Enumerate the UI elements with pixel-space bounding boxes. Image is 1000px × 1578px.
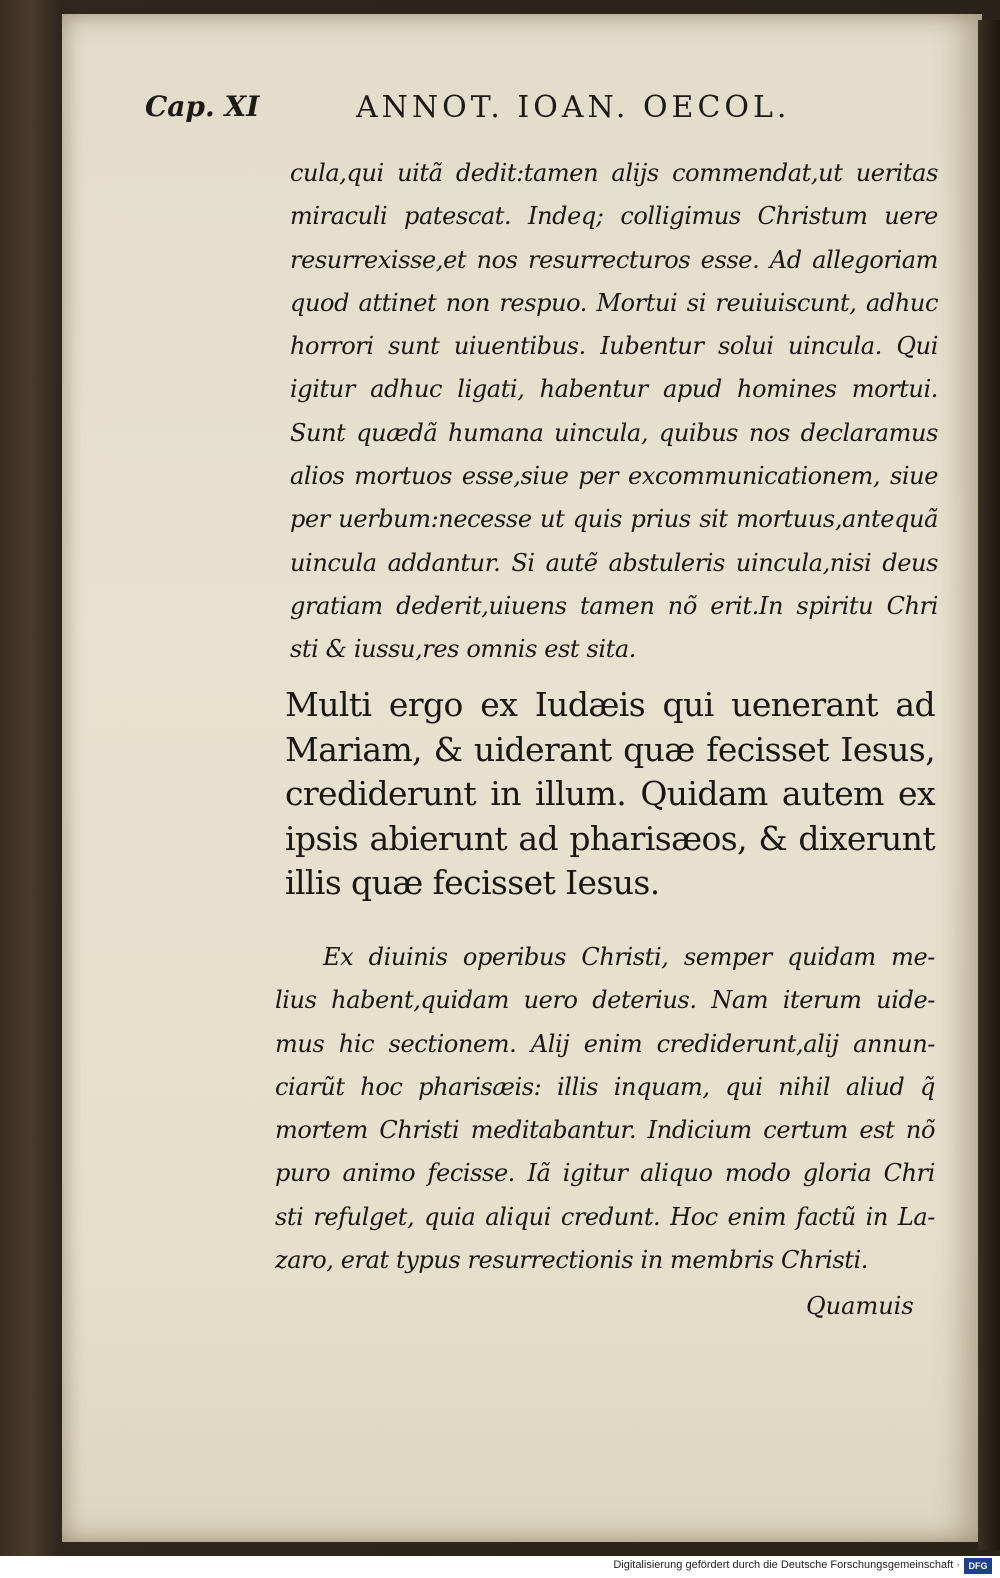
catchword: Quamuis	[806, 1292, 914, 1320]
running-title: ANNOT. IOAN. OECOL.	[356, 90, 791, 125]
text-line: cula,qui uitã dedit:tamen alijs commendat,ut ueritas	[290, 159, 938, 187]
text-line: horrori sunt uiuentibus. Iubentur solui uincula. Qui	[290, 332, 938, 361]
scripture-line: Multi ergo ex Iudæis qui uenerant ad	[285, 685, 935, 724]
text-line: gratiam dederit,uiuens tamen nõ erit.In spiritu Chri	[290, 591, 938, 620]
text-line: puro animo fecisse. Iã igitur aliquo modo gloria Chri	[275, 1159, 935, 1188]
commentary-block-1	[290, 152, 938, 672]
dfg-logo: DFG	[964, 1558, 992, 1574]
text-line: quod attinet non respuo. Mortui si reuiuiscunt, adhuc	[290, 288, 938, 317]
text-line: miraculi patescat. Indeq; colligimus Christum uere	[290, 202, 938, 231]
text-line: lius habent,quidam uero deterius. Nam iterum uide-	[275, 986, 935, 1015]
scripture-line: ipsis abierunt ad pharisæos, & dixerunt	[285, 818, 935, 858]
text-line: ciarũt hoc pharisæis: illis inquam, qui nihil aliud q̃	[275, 1072, 935, 1101]
scripture-line: illis quæ fecisset Iesus.	[285, 863, 660, 902]
text-line: Sunt quædã humana uincula, quibus nos declaramus	[290, 418, 938, 447]
text-line: zaro, erat typus resurrectionis in membris Christi.	[275, 1246, 869, 1275]
text-line: per uerbum:necesse ut quis prius sit mortuus,antequã	[290, 505, 938, 534]
text-line: mortem Christi meditabantur. Indicium certum est nõ	[275, 1116, 935, 1145]
text-line: alios mortuos esse,siue per excommunicationem, siue	[290, 462, 938, 491]
text-line: mus hic sectionem. Alij enim crediderunt,alij annun-	[275, 1029, 935, 1058]
book-edge	[978, 20, 1000, 1550]
funding-credit: Digitalisierung gefördert durch die Deutsche Forschungsgemeinschaft ·	[613, 1559, 960, 1571]
text-line: Ex diuinis operibus Christi, semper quidam me-	[323, 943, 935, 971]
scripture-passage	[285, 683, 935, 906]
text-line: resurrexisse,et nos resurrecturos esse. Ad allegoriam	[290, 245, 938, 274]
scripture-line: crediderunt in illum. Quidam autem ex	[285, 774, 935, 813]
commentary-block-2	[275, 936, 935, 1282]
text-line: igitur adhuc ligati, habentur apud homines mortui.	[290, 375, 938, 404]
text-line: sti refulget, quia aliqui credunt. Hoc enim factũ in La-	[275, 1202, 935, 1231]
text-line: sti & iussu,res omnis est sita.	[290, 635, 636, 664]
text-line: uincula addantur. Si autẽ abstuleris uincula,nisi deus	[290, 548, 938, 577]
scripture-line: Mariam, & uiderant quæ fecisset Iesus,	[285, 729, 935, 769]
chapter-number: Cap. XI	[145, 90, 260, 123]
